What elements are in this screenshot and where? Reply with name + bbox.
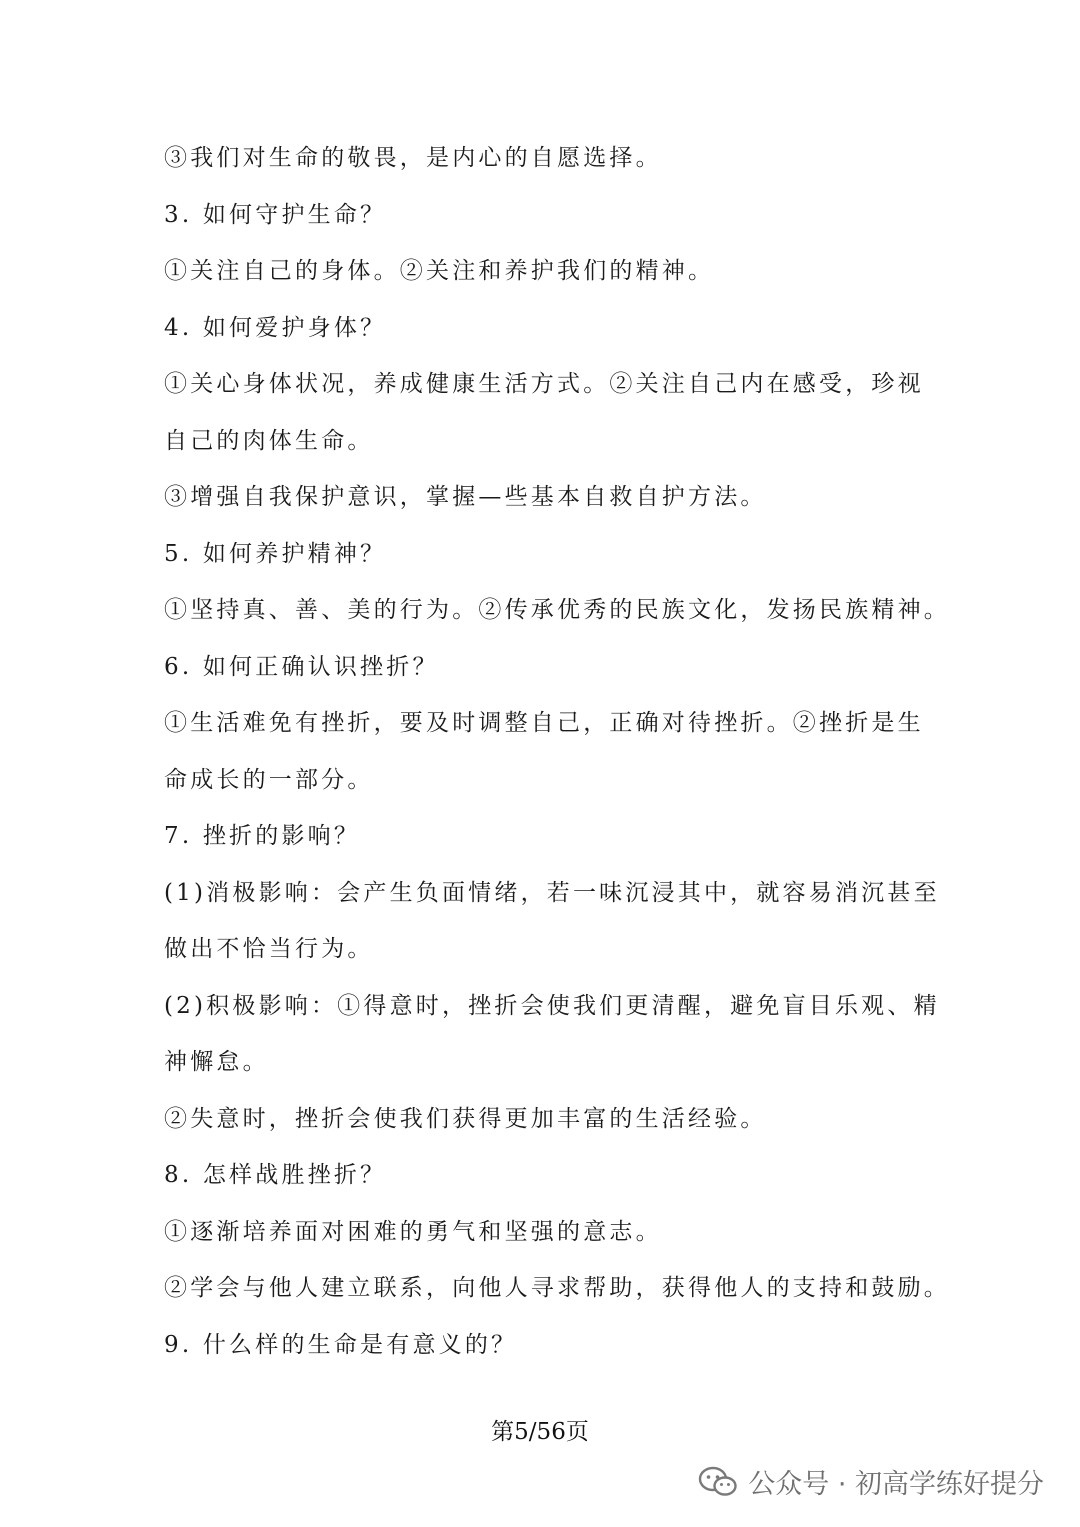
text-line: ②失意时，挫折会使我们获得更加丰富的生活经验。 — [164, 1105, 767, 1132]
text-line: (2)积极影响：①得意时，挫折会使我们更清醒，避免盲目乐观、精 — [164, 992, 940, 1019]
text-line: ①关心身体状况，养成健康生活方式。②关注自己内在感受，珍视 — [164, 371, 924, 397]
question-heading: 4. 如何爱护身体？ — [164, 314, 387, 341]
question-heading: 5. 如何养护精神？ — [164, 540, 387, 567]
text-line: 神懈怠。 — [164, 1049, 269, 1075]
document-body — [164, 130, 950, 1373]
question-heading: 6. 如何正确认识挫折？ — [164, 653, 439, 680]
question-heading: 8. 怎样战胜挫折？ — [164, 1162, 387, 1188]
text-line: ②学会与他人建立联系，向他人寻求帮助，获得他人的支持和鼓励。 — [164, 1275, 950, 1301]
question-heading: 3. 如何守护生命？ — [164, 201, 387, 228]
text-line: ③增强自我保护意识，掌握—些基本自救自护方法。 — [164, 484, 767, 510]
text-line: 命成长的一部分。 — [164, 766, 374, 793]
text-line: ①关注自己的身体。②关注和养护我们的精神。 — [164, 258, 715, 284]
text-line: ①坚持真、善、美的行为。②传承优秀的民族文化，发扬民族精神。 — [164, 597, 950, 623]
text-line: 做出不恰当行为。 — [164, 936, 374, 962]
watermark-text: 公众号 · 初高学练好提分 — [748, 1469, 1044, 1500]
text-line: 自己的肉体生命。 — [164, 427, 374, 454]
question-heading: 9. 什么样的生命是有意义的？ — [164, 1331, 518, 1358]
text-line: (1)消极影响：会产生负面情绪，若一味沉浸其中，就容易消沉甚至 — [164, 879, 940, 906]
question-heading: 7. 挫折的影响？ — [164, 823, 361, 849]
text-line: ①逐渐培养面对困难的勇气和坚强的意志。 — [164, 1218, 662, 1245]
text-line: ③我们对生命的敬畏，是内心的自愿选择。 — [164, 145, 662, 171]
text-line: ①生活难免有挫折，要及时调整自己，正确对待挫折。②挫折是生 — [164, 710, 924, 736]
page-number: 第5/56页 — [491, 1419, 589, 1445]
watermark — [698, 1462, 1044, 1501]
wechat-icon — [698, 1466, 738, 1498]
